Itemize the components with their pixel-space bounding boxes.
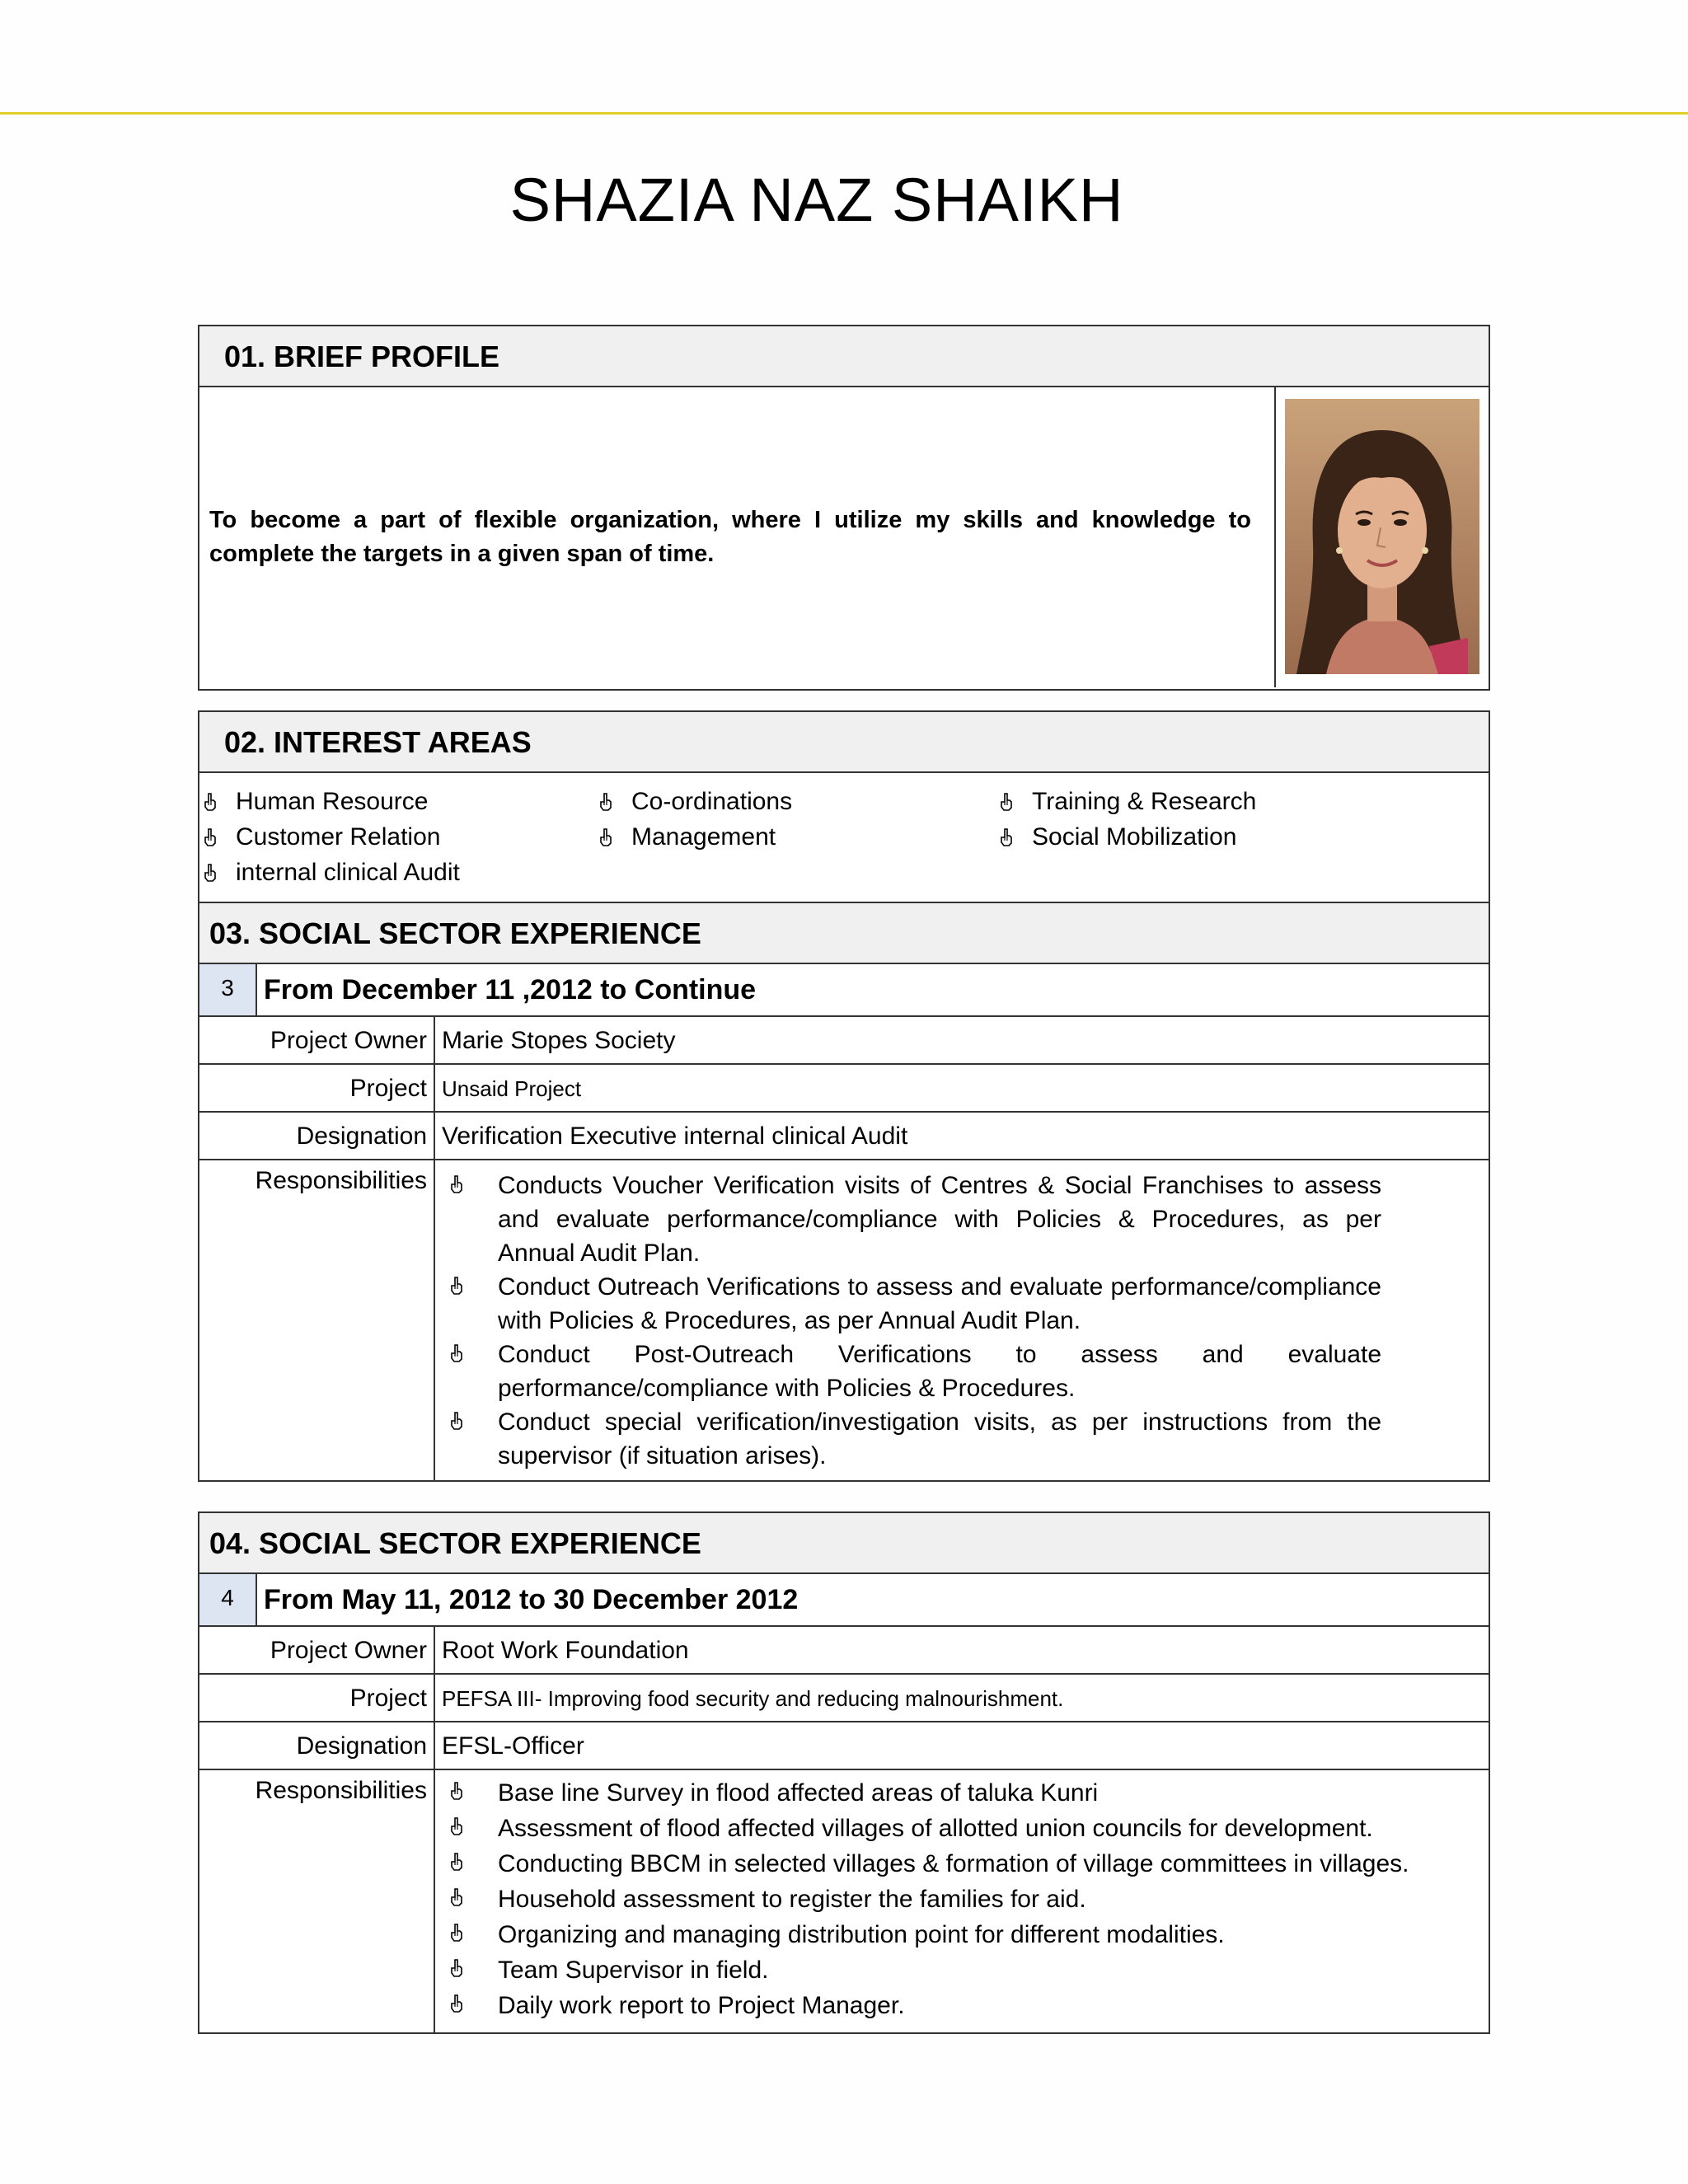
interest-item: Training & Research [1001, 788, 1256, 816]
table-row [199, 1770, 1489, 2032]
list-item: Conduct Outreach Verifications to assess and evaluate performance/compliance with Policies & Procedures, as per Annual Audit Plan. [435, 1270, 1489, 1338]
designation-value: EFSL-Officer [442, 1732, 584, 1760]
label-designation: Designation [199, 1722, 435, 1769]
list-item: Household assessment to register the families for aid. [435, 1882, 1489, 1917]
list-item: Conduct Post-Outreach Verifications to assess and evaluate performance/compliance with Policies & Procedures. [435, 1338, 1489, 1405]
pointing-hand-icon [448, 1817, 465, 1835]
experience-period: From May 11, 2012 to 30 December 2012 [264, 1584, 799, 1615]
pointing-hand-icon [204, 864, 216, 882]
label-responsibilities: Responsibilities [199, 1770, 435, 2032]
label-project-owner: Project Owner [199, 1017, 435, 1063]
interest-item: Social Mobilization [1001, 823, 1236, 851]
project-owner-value: Marie Stopes Society [442, 1027, 676, 1054]
table-row [199, 1675, 1489, 1722]
experience-4-heading: 04. SOCIAL SECTOR EXPERIENCE [199, 1513, 1489, 1574]
experience-number: 4 [199, 1574, 257, 1625]
interest-item: Customer Relation [204, 823, 440, 851]
candidate-name: SHAZIA NAZ SHAIKH [509, 166, 1124, 234]
list-item: Base line Survey in flood affected areas of taluka Kunri [435, 1775, 1489, 1811]
pointing-hand-icon [1001, 828, 1012, 846]
responsibilities-cell [435, 1160, 1489, 1482]
label-responsibilities: Responsibilities [199, 1160, 435, 1482]
table-row [199, 1627, 1489, 1675]
pointing-hand-icon [448, 1924, 465, 1942]
profile-objective: To become a part of flexible organization, where I utilize my skills and knowledge to complete the targets in a given span of time. [199, 387, 1276, 687]
responsibilities-list [435, 1770, 1489, 2023]
project-owner-value: Root Work Foundation [442, 1637, 689, 1664]
list-item: Daily work report to Project Manager. [435, 1988, 1489, 2023]
pointing-hand-icon [448, 1412, 465, 1430]
experience-4-section [198, 1511, 1490, 2034]
interest-and-experience-3-section [198, 710, 1490, 1482]
pointing-hand-icon [448, 1782, 465, 1800]
pointing-hand-icon [448, 1344, 465, 1362]
table-row [199, 1017, 1489, 1065]
pointing-hand-icon [448, 1959, 465, 1977]
interest-areas-heading: 02. INTEREST AREAS [199, 712, 1489, 773]
pointing-hand-icon [448, 1888, 465, 1906]
pointing-hand-icon [600, 793, 612, 811]
brief-profile-heading: 01. BRIEF PROFILE [199, 326, 1489, 387]
project-value: PEFSA III- Improving food security and reducing malnourishment. [442, 1686, 1064, 1711]
pointing-hand-icon [1001, 793, 1012, 811]
responsibilities-cell [435, 1770, 1489, 2032]
pointing-hand-icon [448, 1175, 465, 1193]
designation-value: Verification Executive internal clinical Audit [442, 1122, 908, 1150]
pointing-hand-icon [204, 793, 216, 811]
list-item: Conduct special verification/investigation visits, as per instructions from the supervisor (if situation arises). [435, 1405, 1489, 1473]
experience-3-heading: 03. SOCIAL SECTOR EXPERIENCE [199, 903, 1489, 964]
pointing-hand-icon [448, 1853, 465, 1871]
interest-item: Human Resource [204, 788, 428, 816]
label-designation: Designation [199, 1113, 435, 1159]
header-rule [0, 112, 1688, 115]
label-project: Project [199, 1065, 435, 1111]
list-item: Team Supervisor in field. [435, 1952, 1489, 1988]
brief-profile-section [198, 325, 1490, 691]
experience-period: From December 11 ,2012 to Continue [264, 974, 757, 1005]
list-item: Organizing and managing distribution point for different modalities. [435, 1917, 1489, 1952]
pointing-hand-icon [600, 828, 612, 846]
interest-areas-list [199, 773, 1489, 903]
photo-cell [1276, 387, 1489, 687]
interest-item: internal clinical Audit [204, 859, 460, 887]
responsibilities-list [435, 1160, 1489, 1473]
label-project-owner: Project Owner [199, 1627, 435, 1673]
pointing-hand-icon [204, 828, 216, 846]
pointing-hand-icon [448, 1277, 465, 1295]
table-row [199, 1722, 1489, 1770]
interest-item: Management [600, 823, 776, 851]
list-item: Assessment of flood affected villages of allotted union councils for development. [435, 1811, 1489, 1846]
profile-photo [1285, 399, 1479, 674]
table-row [199, 1065, 1489, 1113]
interest-item: Co-ordinations [600, 788, 792, 816]
table-row [199, 1160, 1489, 1482]
label-project: Project [199, 1675, 435, 1721]
table-row [199, 1113, 1489, 1160]
list-item: Conducts Voucher Verification visits of Centres & Social Franchises to assess and evaluate performance/compliance with Policies & Procedures, as per Annual Audit Plan. [435, 1169, 1489, 1270]
experience-number: 3 [199, 964, 257, 1015]
pointing-hand-icon [448, 1994, 465, 2013]
list-item: Conducting BBCM in selected villages & formation of village committees in villages. [435, 1846, 1489, 1882]
project-value: Unsaid Project [442, 1076, 582, 1101]
